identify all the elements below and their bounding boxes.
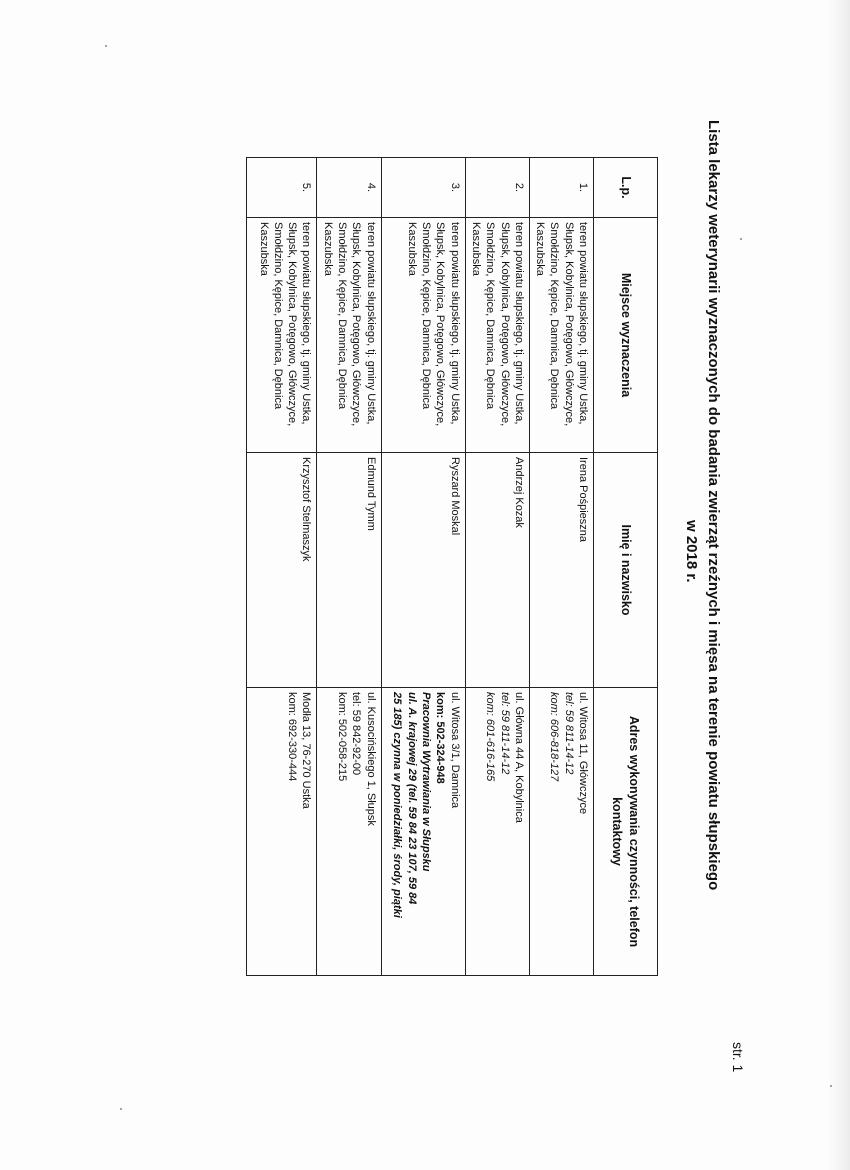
- table-row: [465, 158, 529, 976]
- phone-line: tel: 59 842-92-00: [350, 692, 363, 776]
- table-row: [317, 158, 381, 976]
- document-subtitle-year: w 2018 r.: [683, 520, 700, 583]
- document-title: Lista lekarzy weterynarii wyznaczonych do badania zwierząt rzeźnych i mięsa na terenie powiatu słupskiego: [705, 120, 722, 891]
- mobile-line: kom: 601-616-165: [484, 692, 497, 782]
- cell-name: Edmund Tymm: [317, 453, 381, 688]
- address-line: ul. Witosa 3/1, Damnica: [448, 692, 461, 809]
- header-address: Adres wykonywania czynności, telefon kontaktowy: [594, 688, 658, 976]
- table-row: [529, 158, 593, 976]
- cell-lp: 5.: [247, 158, 317, 218]
- mobile-line: kom: 502-058-215: [336, 692, 349, 782]
- cell-address: [529, 688, 593, 976]
- workshop-name-line: Pracownia Wytrawiania w Słupsku: [420, 692, 433, 872]
- cell-location: teren powiatu słupskiego, tj. gminy Ustka, Słupsk, Kobylnica, Potęgowo, Główczyce, Smołdzino, Kępice, Damnica, Dębnica Kaszubska: [529, 218, 593, 453]
- cell-name: Andrzej Kozak: [465, 453, 529, 688]
- veterinarians-table: [246, 157, 658, 976]
- cell-location: teren powiatu słupskiego, tj. gminy Ustka, Słupsk, Kobylnica, Potęgowo, Główczyce, Smołdzino, Kępice, Damnica, Dębnica Kaszubska: [465, 218, 529, 453]
- cell-name: Irena Pośpieszna: [529, 453, 593, 688]
- phone-line: tel: 59 811-14-12: [498, 692, 511, 775]
- cell-location: teren powiatu słupskiego, tj. gminy Ustka, Słupsk, Kobylnica, Potęgowo, Główczyce, Smołdzino, Kępice, Damnica, Dębnica Kaszubska: [247, 218, 317, 453]
- cell-lp: 3.: [381, 158, 465, 218]
- header-lp: L.p.: [594, 158, 658, 218]
- mobile-line: kom: 606-818-127: [548, 692, 561, 782]
- cell-address: [381, 688, 465, 976]
- cell-address: [465, 688, 529, 976]
- phone-line: tel: 59 811-14-12: [562, 692, 575, 775]
- cell-name: Ryszard Moskal: [381, 453, 465, 688]
- address-line: ul. Kusocińskiego 1, Słupsk: [364, 692, 377, 826]
- address-line: ul. Główna 44 A, Kobylnica: [512, 692, 525, 823]
- cell-lp: 4.: [317, 158, 381, 218]
- table-row: [247, 158, 317, 976]
- address-line: Modła 13, 76-270 Ustka: [300, 692, 313, 809]
- workshop-address-line: ul. A. krajowej 29 (tel. 59 84 23 107, 59 84: [405, 692, 418, 905]
- mobile-line: kom: 502-324-948: [434, 692, 447, 784]
- cell-name: Krzysztof Stelmaszyk: [247, 453, 317, 688]
- header-location: Miejsce wyznaczenia: [594, 218, 658, 453]
- cell-lp: 2.: [465, 158, 529, 218]
- cell-address: [317, 688, 381, 976]
- table-header-row: [594, 158, 658, 976]
- cell-location: teren powiatu słupskiego, tj. gminy Ustka, Słupsk, Kobylnica, Potęgowo, Główczyce, Smołdzino, Kępice, Damnica, Dębnica Kaszubska: [381, 218, 465, 453]
- cell-address: [247, 688, 317, 976]
- header-name: Imię i nazwisko: [594, 453, 658, 688]
- cell-location: teren powiatu słupskiego, tj. gminy Ustka, Słupsk, Kobylnica, Potęgowo, Główczyce, Smołdzino, Kępice, Damnica, Dębnica Kaszubska: [317, 218, 381, 453]
- page-number: str. 1: [730, 1042, 746, 1073]
- mobile-line: kom: 692-330-444: [286, 692, 299, 782]
- address-line: ul. Witosa 11, Główczyce: [577, 692, 589, 815]
- table-row: [381, 158, 465, 976]
- workshop-hours-line: 25 185) czynna w poniedziałki, środy, piątki: [391, 692, 404, 918]
- cell-lp: 1.: [529, 158, 593, 218]
